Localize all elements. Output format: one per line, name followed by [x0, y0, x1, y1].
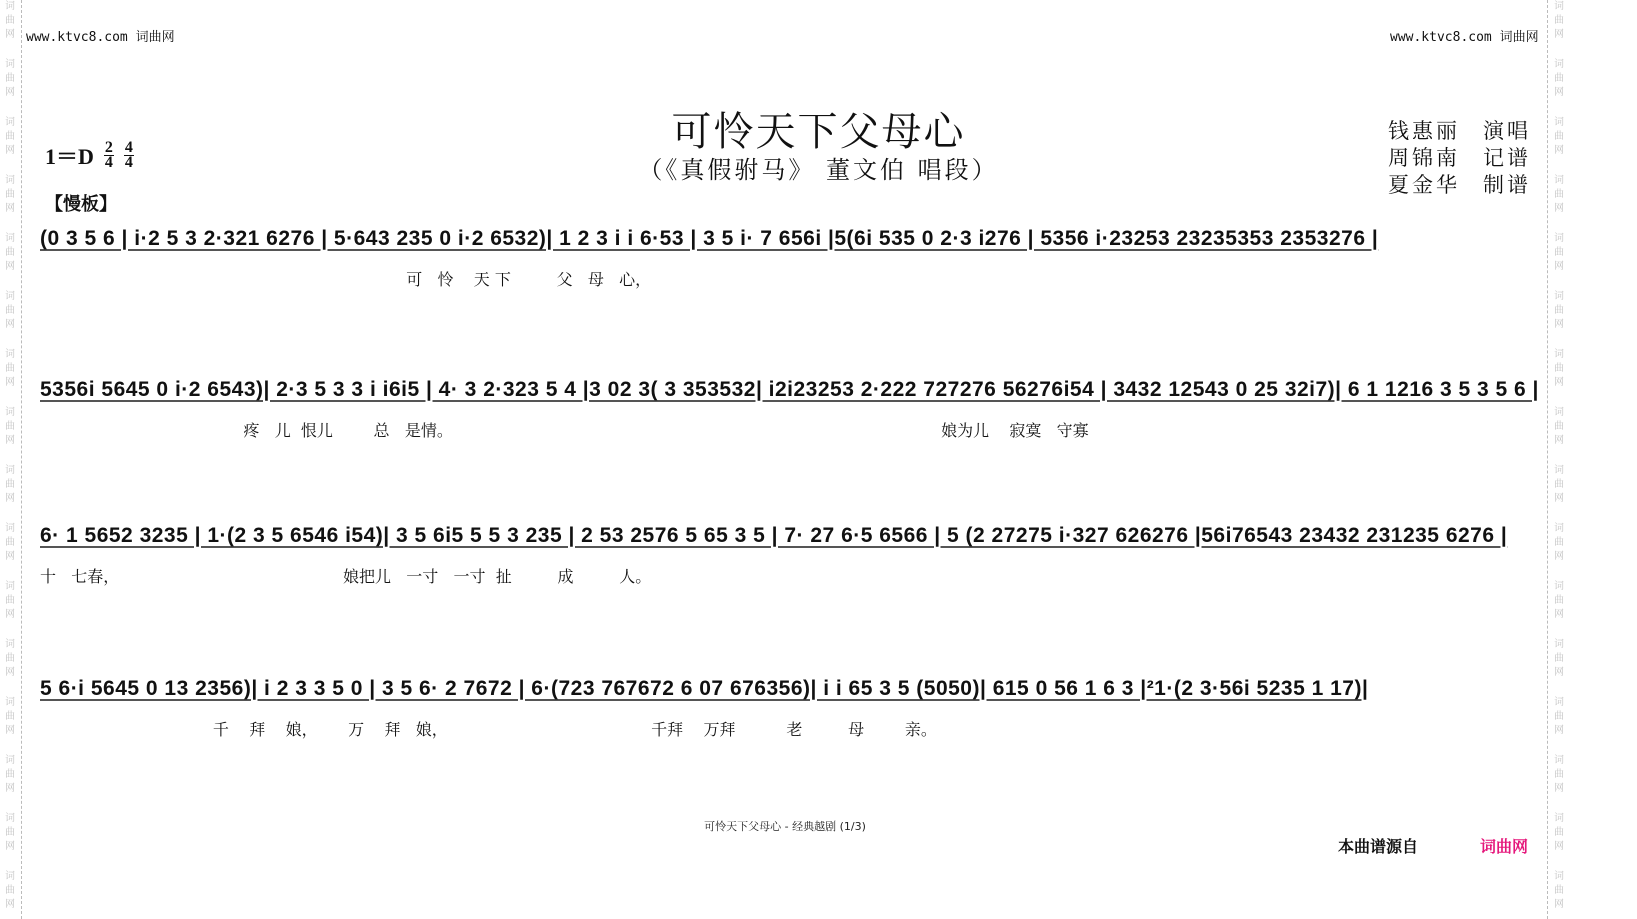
watermark-glyph: 网 — [5, 841, 15, 852]
notation-line: 6· 1 5652 3235 | 1·(2 3 5 6546 i54)| 3 5 6i5 5 5 3 235 | 2 53 2576 5 65 3 5 | 7· 27 6·5 6566 | 5 (2 27275 i·327 626276 |56i76543 23432 231235 6276 | — [40, 524, 1508, 547]
watermark-glyph: 曲 — [1554, 421, 1564, 432]
watermark-glyph: 曲 — [1554, 363, 1564, 374]
watermark-glyph: 曲 — [5, 421, 15, 432]
time-sig-numerator: 2 — [104, 139, 113, 156]
watermark-glyph: 网 — [1554, 841, 1564, 852]
lyrics-line: 疼 儿 恨儿 总 是情。 娘为儿 寂寞 守寡 — [40, 421, 1089, 440]
time-sig-numerator: 4 — [124, 139, 133, 156]
watermark-glyph: 词 — [1554, 117, 1564, 128]
site-header-left[interactable]: www.ktvc8.com 词曲网 — [26, 30, 175, 45]
watermark-glyph: 网 — [1554, 29, 1564, 40]
credit-name: 钱惠丽 — [1388, 119, 1460, 143]
watermark-glyph: 曲 — [5, 131, 15, 142]
watermark-glyph: 词 — [5, 755, 15, 766]
watermark-glyph: 词 — [5, 291, 15, 302]
watermark-glyph: 网 — [5, 551, 15, 562]
credit-role: 演唱 — [1483, 119, 1531, 143]
watermark-glyph: 曲 — [5, 305, 15, 316]
watermark-glyph: 网 — [5, 29, 15, 40]
watermark-glyph: 网 — [5, 667, 15, 678]
watermark-glyph: 曲 — [5, 189, 15, 200]
watermark-glyph: 网 — [1554, 493, 1564, 504]
watermark-glyph: 网 — [1554, 377, 1564, 388]
watermark-glyph: 词 — [1554, 1, 1564, 12]
watermark-glyph: 曲 — [5, 479, 15, 490]
time-sig-denominator: 4 — [104, 154, 113, 171]
watermark-glyph: 词 — [1554, 465, 1564, 476]
watermark-glyph: 词 — [1554, 59, 1564, 70]
watermark-glyph: 词 — [5, 175, 15, 186]
time-sig-denominator: 4 — [124, 154, 133, 171]
watermark-glyph: 网 — [1554, 725, 1564, 736]
watermark-glyph: 曲 — [1554, 479, 1564, 490]
watermark-glyph: 词 — [1554, 581, 1564, 592]
watermark-glyph: 网 — [1554, 203, 1564, 214]
watermark-glyph: 网 — [1554, 551, 1564, 562]
credit-row-singer — [1388, 118, 1531, 145]
watermark-glyph: 词 — [5, 871, 15, 882]
tempo-marking: 【慢板】 — [45, 194, 117, 215]
key-signature — [45, 140, 134, 171]
watermark-glyph: 词 — [1554, 407, 1564, 418]
lyrics-line: 千 拜 娘， 万 拜 娘， 千拜 万拜 老 母 亲。 — [40, 720, 937, 739]
credit-role: 制谱 — [1483, 173, 1531, 197]
watermark-glyph: 网 — [5, 87, 15, 98]
notation-line: 5 6·i 5645 0 13 2356)| i 2 3 3 5 0 | 3 5 6· 2 7672 | 6·(723 767672 6 07 676356)| i i 65 3 5 (5050)| 615 0 56 1 6 3 |²1·(2 3·56i 5235 1 17)| — [40, 677, 1369, 700]
time-signature-2-4 — [104, 141, 114, 170]
watermark-glyph: 曲 — [1554, 305, 1564, 316]
credits-block — [1388, 118, 1531, 199]
watermark-glyph: 网 — [5, 319, 15, 330]
watermark-glyph: 词 — [1554, 813, 1564, 824]
watermark-glyph: 词 — [5, 349, 15, 360]
watermark-glyph: 词 — [5, 639, 15, 650]
watermark-glyph: 网 — [1554, 87, 1564, 98]
watermark-glyph: 网 — [1554, 319, 1564, 330]
watermark-glyph: 词 — [1554, 233, 1564, 244]
watermark-glyph: 词 — [1554, 291, 1564, 302]
watermark-glyph: 网 — [5, 493, 15, 504]
watermark-glyph: 曲 — [1554, 769, 1564, 780]
watermark-glyph: 网 — [1554, 145, 1564, 156]
lyrics-line: 十 七春， 娘把儿 一寸 一寸 扯 成 人。 — [40, 567, 652, 586]
credit-name: 周锦南 — [1388, 146, 1460, 170]
credit-row-transcriber — [1388, 145, 1531, 172]
watermark-glyph: 词 — [1554, 349, 1564, 360]
notation-line: 5356i 5645 0 i·2 6543)| 2·3 5 3 3 i i6i5 | 4· 3 2·323 5 4 |3 02 3( 3 353532| i2i23253 2·222 727276 56276i54 | 3432 12543 0 25 32i7)| 6 1 1216 3 5 3 5 6 | — [40, 378, 1539, 401]
watermark-glyph: 曲 — [5, 247, 15, 258]
watermark-glyph: 网 — [1554, 899, 1564, 910]
watermark-glyph: 词 — [5, 813, 15, 824]
credit-name: 夏金华 — [1388, 173, 1460, 197]
watermark-glyph: 词 — [1554, 523, 1564, 534]
watermark-glyph: 词 — [1554, 697, 1564, 708]
watermark-glyph: 曲 — [5, 711, 15, 722]
page-caption: 可怜天下父母心 - 经典越剧 (1/3) — [704, 820, 866, 833]
watermark-glyph: 词 — [5, 1, 15, 12]
watermark-glyph: 网 — [5, 609, 15, 620]
watermark-glyph: 网 — [1554, 609, 1564, 620]
watermark-glyph: 曲 — [1554, 537, 1564, 548]
watermark-glyph: 曲 — [1554, 827, 1564, 838]
time-signature-4-4 — [124, 141, 134, 170]
watermark-glyph: 网 — [5, 725, 15, 736]
watermark-glyph: 曲 — [5, 73, 15, 84]
watermark-glyph: 曲 — [1554, 189, 1564, 200]
watermark-glyph: 词 — [1554, 639, 1564, 650]
watermark-glyph: 词 — [5, 59, 15, 70]
watermark-glyph: 词 — [5, 465, 15, 476]
watermark-glyph: 曲 — [5, 653, 15, 664]
watermark-glyph: 网 — [5, 203, 15, 214]
source-brand-link[interactable]: 词曲网 — [1480, 837, 1529, 856]
notation-line: (0 3 5 6 | i·2 5 3 2·321 6276 | 5·643 235 0 i·2 6532)| 1 2 3 i i 6·53 | 3 5 i· 7 656i |5(6i 535 0 2·3 i276 | 5356 i·23253 23235353 2353276 | — [40, 227, 1379, 250]
watermark-glyph: 词 — [1554, 871, 1564, 882]
site-header-right[interactable]: www.ktvc8.com 词曲网 — [1390, 30, 1539, 45]
watermark-glyph: 曲 — [1554, 711, 1564, 722]
watermark-glyph: 曲 — [1554, 595, 1564, 606]
watermark-glyph: 词 — [5, 407, 15, 418]
watermark-glyph: 曲 — [5, 769, 15, 780]
song-subtitle: （《真假驸马》 董文伯 唱段） — [638, 156, 999, 184]
watermark-glyph: 网 — [5, 435, 15, 446]
watermark-glyph: 曲 — [5, 15, 15, 26]
watermark-glyph: 曲 — [5, 885, 15, 896]
watermark-glyph: 曲 — [5, 595, 15, 606]
watermark-glyph: 网 — [5, 145, 15, 156]
watermark-glyph: 曲 — [5, 363, 15, 374]
watermark-glyph: 网 — [1554, 435, 1564, 446]
watermark-glyph: 曲 — [1554, 653, 1564, 664]
watermark-glyph: 词 — [1554, 175, 1564, 186]
source-label: 本曲谱源自 — [1338, 837, 1419, 856]
watermark-glyph: 词 — [5, 581, 15, 592]
watermark-glyph: 曲 — [1554, 73, 1564, 84]
watermark-glyph: 曲 — [5, 537, 15, 548]
key-label: 1＝D — [45, 144, 94, 169]
watermark-glyph: 网 — [5, 783, 15, 794]
watermark-glyph: 曲 — [1554, 885, 1564, 896]
watermark-glyph: 网 — [1554, 667, 1564, 678]
credit-row-arranger — [1388, 172, 1531, 199]
watermark-glyph: 词 — [5, 697, 15, 708]
watermark-glyph: 曲 — [1554, 247, 1564, 258]
watermark-glyph: 曲 — [1554, 15, 1564, 26]
watermark-glyph: 网 — [1554, 783, 1564, 794]
watermark-glyph: 曲 — [5, 827, 15, 838]
watermark-glyph: 词 — [5, 117, 15, 128]
song-title: 可怜天下父母心 — [671, 109, 966, 155]
watermark-glyph: 词 — [5, 523, 15, 534]
lyrics-line: 可 怜 天 下 父 母 心， — [40, 270, 652, 289]
watermark-glyph: 曲 — [1554, 131, 1564, 142]
watermark-glyph: 网 — [5, 261, 15, 272]
watermark-glyph: 网 — [5, 899, 15, 910]
watermark-glyph: 词 — [5, 233, 15, 244]
watermark-glyph: 网 — [1554, 261, 1564, 272]
watermark-glyph: 网 — [5, 377, 15, 388]
watermark-glyph: 词 — [1554, 755, 1564, 766]
credit-role: 记谱 — [1483, 146, 1531, 170]
